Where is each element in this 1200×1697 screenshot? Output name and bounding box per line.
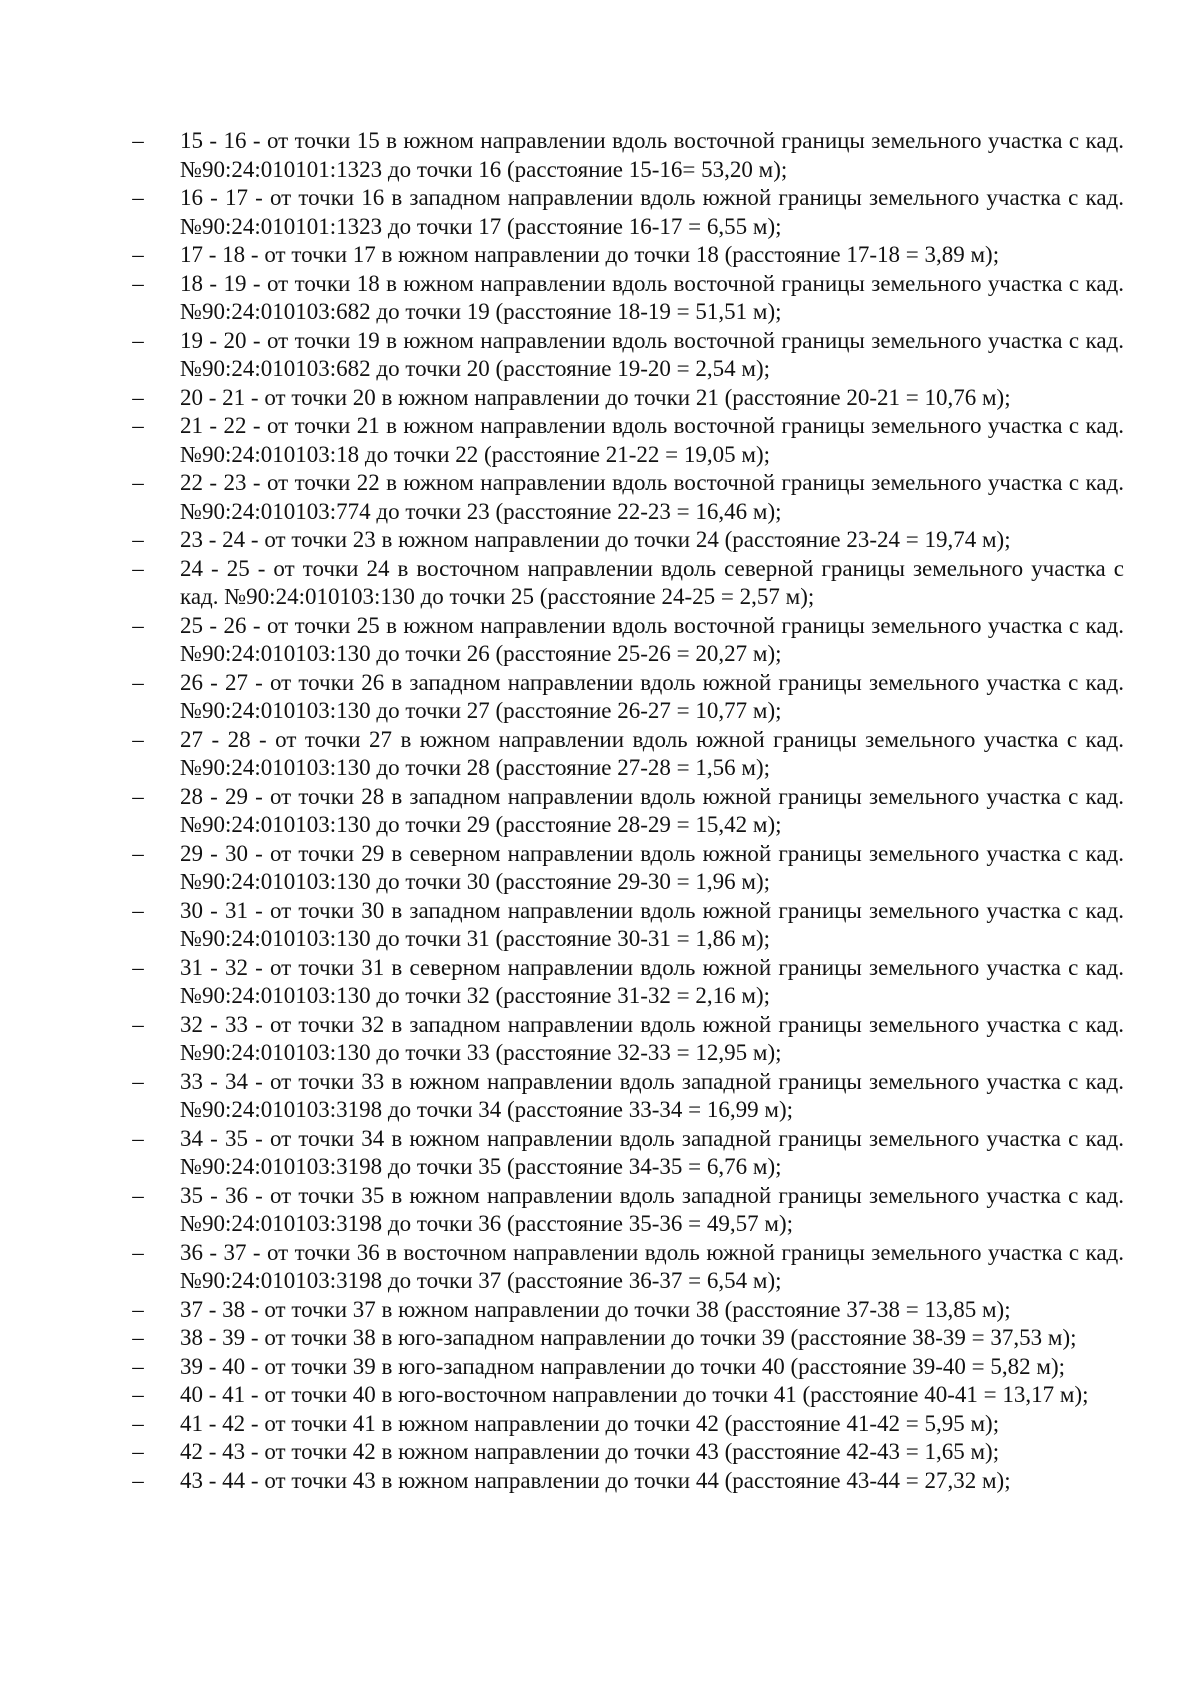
list-dash: – [132,612,144,638]
item-text: 43 - 44 - от точки 43 в южном направлении до точки 44 (расстояние 43-44 = 27,32 м); [180,1467,1011,1493]
item-text: 29 - 30 - от точки 29 в северном направлении вдоль южной границы земельного участка с кад. №90:24:010103:130 до точки 30 (расстояние 29-30 = 1,96 м); [180,840,1124,894]
item-text: 38 - 39 - от точки 38 в юго-западном направлении до точки 39 (расстояние 38-39 = 37,53 м); [180,1325,1077,1350]
list-item [128,327,1124,384]
list-dash: – [132,1382,144,1407]
list-item [128,1353,1124,1382]
list-item [128,555,1124,612]
list-dash: – [132,1410,144,1436]
list-dash: – [132,783,144,809]
list-dash: – [132,669,144,695]
list-item [128,1068,1124,1125]
item-text: 36 - 37 - от точки 36 в восточном направлении вдоль южной границы земельного участка с кад. №90:24:010103:3198 до точки 37 (расстояние 36-37 = 6,54 м); [180,1239,1124,1293]
list-item [128,1182,1124,1239]
list-dash: – [132,1467,144,1493]
list-dash: – [132,1068,144,1094]
list-item [128,1438,1124,1467]
item-text: 23 - 24 - от точки 23 в южном направлении до точки 24 (расстояние 23-24 = 19,74 м); [180,527,1011,552]
item-text: 26 - 27 - от точки 26 в западном направлении вдоль южной границы земельного участка с кад. №90:24:010103:130 до точки 27 (расстояние 26-27 = 10,77 м); [180,669,1124,723]
item-text: 37 - 38 - от точки 37 в южном направлении до точки 38 (расстояние 37-38 = 13,85 м); [180,1296,1011,1322]
item-text: 28 - 29 - от точки 28 в западном направлении вдоль южной границы земельного участка с кад. №90:24:010103:130 до точки 29 (расстояние 28-29 = 15,42 м); [180,783,1124,837]
list-item [128,1011,1124,1068]
item-text: 17 - 18 - от точки 17 в южном направлении до точки 18 (расстояние 17-18 = 3,89 м); [180,242,1000,267]
list-dash: – [132,897,144,923]
item-text: 42 - 43 - от точки 42 в южном направлении до точки 43 (расстояние 42-43 = 1,65 м); [180,1439,1000,1464]
list-item [128,270,1124,327]
list-dash: – [132,384,144,410]
list-item [128,127,1124,184]
list-dash: – [132,840,144,866]
list-dash: – [132,242,144,267]
list-dash: – [132,726,144,752]
item-text: 40 - 41 - от точки 40 в юго-восточном направлении до точки 41 (расстояние 40-41 = 13,17 м); [180,1382,1089,1407]
list-dash: – [132,1239,144,1265]
list-item [128,1324,1124,1353]
item-text: 20 - 21 - от точки 20 в южном направлении до точки 21 (расстояние 20-21 = 10,76 м); [180,384,1011,410]
list-item [128,897,1124,954]
item-text: 39 - 40 - от точки 39 в юго-западном направлении до точки 40 (расстояние 39-40 = 5,82 м); [180,1353,1066,1379]
item-text: 41 - 42 - от точки 41 в южном направлении до точки 42 (расстояние 41-42 = 5,95 м); [180,1410,1000,1436]
item-text: 25 - 26 - от точки 25 в южном направлении вдоль восточной границы земельного участка с кад. №90:24:010103:130 до точки 26 (расстояние 25-26 = 20,27 м); [180,612,1124,666]
list-item [128,469,1124,526]
item-text: 32 - 33 - от точки 32 в западном направлении вдоль южной границы земельного участка с кад. №90:24:010103:130 до точки 33 (расстояние 32-33 = 12,95 м); [180,1011,1124,1065]
list-item [128,726,1124,783]
list-dash: – [132,1125,144,1151]
list-dash: – [132,270,144,296]
item-text: 22 - 23 - от точки 22 в южном направлении вдоль восточной границы земельного участка с кад. №90:24:010103:774 до точки 23 (расстояние 22-23 = 16,46 м); [180,470,1124,524]
item-text: 31 - 32 - от точки 31 в северном направлении вдоль южной границы земельного участка с кад. №90:24:010103:130 до точки 32 (расстояние 31-32 = 2,16 м); [180,954,1124,1008]
item-text: 18 - 19 - от точки 18 в южном направлении вдоль восточной границы земельного участка с кад. №90:24:010103:682 до точки 19 (расстояние 18-19 = 51,51 м); [180,270,1124,324]
list-dash: – [132,128,144,153]
list-item [128,1239,1124,1296]
list-dash: – [132,413,144,438]
list-item [128,1381,1124,1410]
item-text: 33 - 34 - от точки 33 в южном направлении вдоль западной границы земельного участка с кад. №90:24:010103:3198 до точки 34 (расстояние 33-34 = 16,99 м); [180,1068,1124,1122]
item-text: 24 - 25 - от точки 24 в восточном направлении вдоль северной границы земельного участка с кад. №90:24:010103:130 до точки 25 (расстояние 24-25 = 2,57 м); [180,555,1124,609]
list-item [128,1125,1124,1182]
list-item [128,612,1124,669]
item-text: 21 - 22 - от точки 21 в южном направлении вдоль восточной границы земельного участка с кад. №90:24:010103:18 до точки 22 (расстояние 21-22 = 19,05 м); [180,413,1124,467]
list-dash: – [132,327,144,353]
list-item [128,1410,1124,1439]
boundary-list [128,127,1124,1495]
list-dash: – [132,555,144,581]
list-dash: – [132,1439,144,1464]
list-dash: – [132,1353,144,1379]
item-text: 16 - 17 - от точки 16 в западном направлении вдоль южной границы земельного участка с кад. №90:24:010101:1323 до точки 17 (расстояние 16-17 = 6,55 м); [180,185,1124,239]
list-item [128,384,1124,413]
list-dash: – [132,1011,144,1037]
item-text: 19 - 20 - от точки 19 в южном направлении вдоль восточной границы земельного участка с кад. №90:24:010103:682 до точки 20 (расстояние 19-20 = 2,54 м); [180,327,1124,381]
list-dash: – [132,470,144,495]
list-item [128,412,1124,469]
list-dash: – [132,1182,144,1208]
list-dash: – [132,185,144,210]
list-item [128,1296,1124,1325]
list-item [128,526,1124,555]
list-item [128,241,1124,270]
list-dash: – [132,1325,144,1350]
item-text: 34 - 35 - от точки 34 в южном направлении вдоль западной границы земельного участка с кад. №90:24:010103:3198 до точки 35 (расстояние 34-35 = 6,76 м); [180,1125,1124,1179]
list-item [128,840,1124,897]
list-item [128,783,1124,840]
item-text: 15 - 16 - от точки 15 в южном направлении вдоль восточной границы земельного участка с кад. №90:24:010101:1323 до точки 16 (расстояние 15-16= 53,20 м); [180,128,1124,182]
list-item [128,184,1124,241]
list-dash: – [132,954,144,980]
list-item [128,669,1124,726]
list-item [128,1467,1124,1496]
item-text: 30 - 31 - от точки 30 в западном направлении вдоль южной границы земельного участка с кад. №90:24:010103:130 до точки 31 (расстояние 30-31 = 1,86 м); [180,897,1124,951]
list-dash: – [132,527,144,552]
item-text: 27 - 28 - от точки 27 в южном направлении вдоль южной границы земельного участка с кад. №90:24:010103:130 до точки 28 (расстояние 27-28 = 1,56 м); [180,726,1124,780]
list-dash: – [132,1296,144,1322]
item-text: 35 - 36 - от точки 35 в южном направлении вдоль западной границы земельного участка с кад. №90:24:010103:3198 до точки 36 (расстояние 35-36 = 49,57 м); [180,1182,1124,1236]
list-item [128,954,1124,1011]
